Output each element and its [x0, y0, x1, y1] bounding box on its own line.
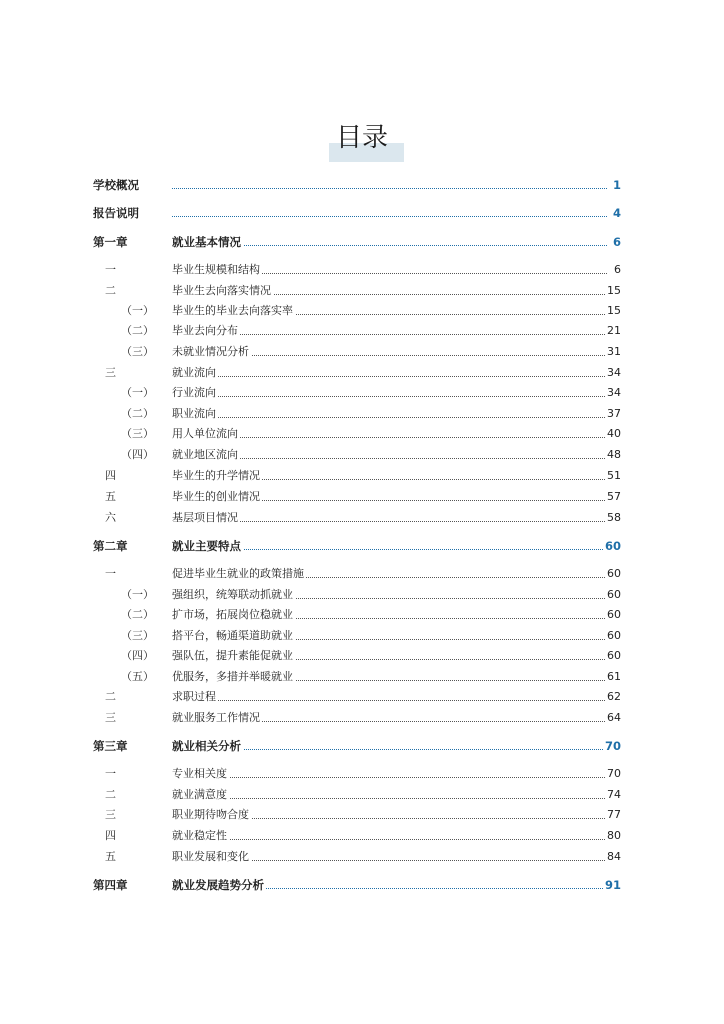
- toc-section-entry[interactable]: [93, 667, 621, 687]
- toc-page-number: 60: [605, 605, 621, 625]
- toc-section-entry[interactable]: [93, 445, 621, 465]
- toc-entry-title: 就业满意度: [172, 785, 229, 805]
- toc-entry-label: （二）: [121, 608, 154, 621]
- toc-section-entry[interactable]: [93, 487, 621, 507]
- toc-chapter-entry[interactable]: [93, 875, 621, 895]
- toc-page-number: 34: [605, 383, 621, 403]
- toc-page-number: 64: [605, 708, 621, 728]
- toc-entry-title: 就业主要特点: [172, 536, 243, 556]
- toc-page-number: 70: [605, 764, 621, 784]
- toc-entry-label: 学校概况: [93, 178, 139, 192]
- toc-page-number: 1: [611, 175, 621, 195]
- toc-page-number: 60: [605, 626, 621, 646]
- dot-leader: [172, 700, 607, 701]
- toc-section-entry[interactable]: [93, 847, 621, 867]
- toc-page-number: 70: [603, 736, 621, 756]
- toc-entry-title: 求职过程: [172, 687, 218, 707]
- toc-entry-label: （一）: [121, 304, 154, 317]
- toc-entry-label: 四: [105, 829, 116, 842]
- toc-section-entry[interactable]: [93, 605, 621, 625]
- toc-entry-title: 就业服务工作情况: [172, 708, 262, 728]
- toc-entry-label: 第四章: [93, 878, 128, 892]
- toc-section-entry[interactable]: [93, 281, 621, 301]
- toc-page-number: 77: [605, 805, 621, 825]
- toc-entry-label: （四）: [121, 649, 154, 662]
- toc-entry-title: 未就业情况分析: [172, 342, 251, 362]
- dot-leader: [172, 777, 607, 778]
- toc-entry-label: 一: [105, 263, 116, 276]
- dot-leader: [172, 839, 607, 840]
- toc-entry-title: 毕业生的创业情况: [172, 487, 262, 507]
- toc-section-entry[interactable]: [93, 424, 621, 444]
- toc-entry-label: 六: [105, 511, 116, 524]
- toc-entry-label: 五: [105, 490, 116, 503]
- toc-section-entry[interactable]: [93, 383, 621, 403]
- toc-entry-title: 搭平台，畅通渠道助就业: [172, 626, 295, 646]
- toc-page-number: 91: [603, 875, 621, 895]
- toc-entry-title: 毕业生规模和结构: [172, 260, 262, 280]
- toc-page-number: 40: [605, 424, 621, 444]
- toc-chapter-entry[interactable]: [93, 203, 621, 223]
- toc-entry-title: 就业基本情况: [172, 232, 243, 252]
- dot-leader: [172, 216, 607, 217]
- toc-section-entry[interactable]: [93, 321, 621, 341]
- toc-page-number: 84: [605, 847, 621, 867]
- toc-section-entry[interactable]: [93, 826, 621, 846]
- toc-section-entry[interactable]: [93, 342, 621, 362]
- toc-entry-title: 专业相关度: [172, 764, 229, 784]
- toc-entry-title: 强组织，统筹联动抓就业: [172, 585, 295, 605]
- toc-entry-label: （三）: [121, 427, 154, 440]
- toc-chapter-entry[interactable]: [93, 175, 621, 195]
- toc-entry-title: 职业期待吻合度: [172, 805, 251, 825]
- toc-section-entry[interactable]: [93, 260, 621, 280]
- toc-entry-title: 就业稳定性: [172, 826, 229, 846]
- toc-entry-label: （三）: [121, 345, 154, 358]
- toc-entry-label: （一）: [121, 588, 154, 601]
- toc-entry-label: 第二章: [93, 539, 128, 553]
- dot-leader: [172, 188, 607, 189]
- toc-entry-title: 行业流向: [172, 383, 218, 403]
- toc-entry-label: （四）: [121, 448, 154, 461]
- toc-entry-label: 三: [105, 366, 116, 379]
- toc-entry-label: 五: [105, 850, 116, 863]
- toc-section-entry[interactable]: [93, 466, 621, 486]
- toc-page-number: 6: [612, 260, 621, 280]
- toc-page-number: 60: [605, 646, 621, 666]
- toc-entry-title: 促进毕业生就业的政策措施: [172, 564, 306, 584]
- toc-entry-title: 优服务，多措并举暖就业: [172, 667, 295, 687]
- toc-entry-label: 一: [105, 567, 116, 580]
- toc-page-number: 60: [605, 564, 621, 584]
- toc-section-entry[interactable]: [93, 805, 621, 825]
- toc-entry-title: 就业相关分析: [172, 736, 243, 756]
- toc-entry-label: 二: [105, 284, 116, 297]
- toc-section-entry[interactable]: [93, 626, 621, 646]
- toc-entry-label: 二: [105, 788, 116, 801]
- toc-entry-label: 二: [105, 690, 116, 703]
- toc-entry-label: 三: [105, 711, 116, 724]
- toc-page-number: 62: [605, 687, 621, 707]
- toc-entry-label: （二）: [121, 324, 154, 337]
- dot-leader: [172, 396, 607, 397]
- toc-entry-title: 用人单位流向: [172, 424, 240, 444]
- toc-page-number: 37: [605, 404, 621, 424]
- toc-entry-label: 第一章: [93, 235, 128, 249]
- toc-page-number: 34: [605, 363, 621, 383]
- toc-section-entry[interactable]: [93, 687, 621, 707]
- toc-page-number: 31: [605, 342, 621, 362]
- toc-page-number: 4: [611, 203, 621, 223]
- toc-chapter-entry[interactable]: [93, 232, 621, 252]
- toc-section-entry[interactable]: [93, 646, 621, 666]
- toc-entry-title: 基层项目情况: [172, 508, 240, 528]
- toc-chapter-entry[interactable]: [93, 536, 621, 556]
- toc-section-entry[interactable]: [93, 363, 621, 383]
- toc-page-number: 57: [605, 487, 621, 507]
- toc-header: [0, 120, 724, 164]
- toc-page-number: 80: [605, 826, 621, 846]
- toc-page-number: 21: [605, 321, 621, 341]
- dot-leader: [172, 798, 607, 799]
- toc-entry-title: 就业发展趋势分析: [172, 875, 266, 895]
- toc-entry-title: 就业地区流向: [172, 445, 240, 465]
- toc-page-number: 6: [611, 232, 621, 252]
- toc-entry-label: （五）: [121, 670, 154, 683]
- toc-entry-title: 职业发展和变化: [172, 847, 251, 867]
- toc-page-number: 15: [605, 301, 621, 321]
- toc-entry-title: 毕业生的毕业去向落实率: [172, 301, 295, 321]
- toc-section-entry[interactable]: [93, 564, 621, 584]
- toc-page-number: 74: [605, 785, 621, 805]
- toc-page-number: 15: [605, 281, 621, 301]
- toc-section-entry[interactable]: [93, 301, 621, 321]
- toc-section-entry[interactable]: [93, 404, 621, 424]
- toc-entry-title: 毕业生去向落实情况: [172, 281, 273, 301]
- toc-section-entry[interactable]: [93, 785, 621, 805]
- page-title: 目录: [335, 123, 388, 153]
- toc-entry-label: 三: [105, 808, 116, 821]
- toc-section-entry[interactable]: [93, 708, 621, 728]
- toc-entry-label: （二）: [121, 407, 154, 420]
- toc-entry-title: 职业流向: [172, 404, 218, 424]
- toc-entry-label: 第三章: [93, 739, 128, 753]
- toc-page-number: 58: [605, 508, 621, 528]
- toc-entry-title: 毕业去向分布: [172, 321, 240, 341]
- toc-entry-title: 强队伍，提升素能促就业: [172, 646, 295, 666]
- toc-entry-label: 四: [105, 469, 116, 482]
- dot-leader: [172, 417, 607, 418]
- toc-page-number: 61: [605, 667, 621, 687]
- toc-section-entry[interactable]: [93, 508, 621, 528]
- toc-page-number: 51: [605, 466, 621, 486]
- toc-entry-label: （一）: [121, 386, 154, 399]
- dot-leader: [172, 376, 607, 377]
- toc-section-entry[interactable]: [93, 585, 621, 605]
- toc-entry-title: 就业流向: [172, 363, 218, 383]
- toc-entry-label: 报告说明: [93, 206, 139, 220]
- toc-entry-label: 一: [105, 767, 116, 780]
- toc-section-entry[interactable]: [93, 764, 621, 784]
- toc-page-number: 48: [605, 445, 621, 465]
- toc-entry-title: 扩市场，拓展岗位稳就业: [172, 605, 295, 625]
- toc-page-number: 60: [603, 536, 621, 556]
- toc-entry-title: 毕业生的升学情况: [172, 466, 262, 486]
- toc-chapter-entry[interactable]: [93, 736, 621, 756]
- toc-page-number: 60: [605, 585, 621, 605]
- toc-entry-label: （三）: [121, 629, 154, 642]
